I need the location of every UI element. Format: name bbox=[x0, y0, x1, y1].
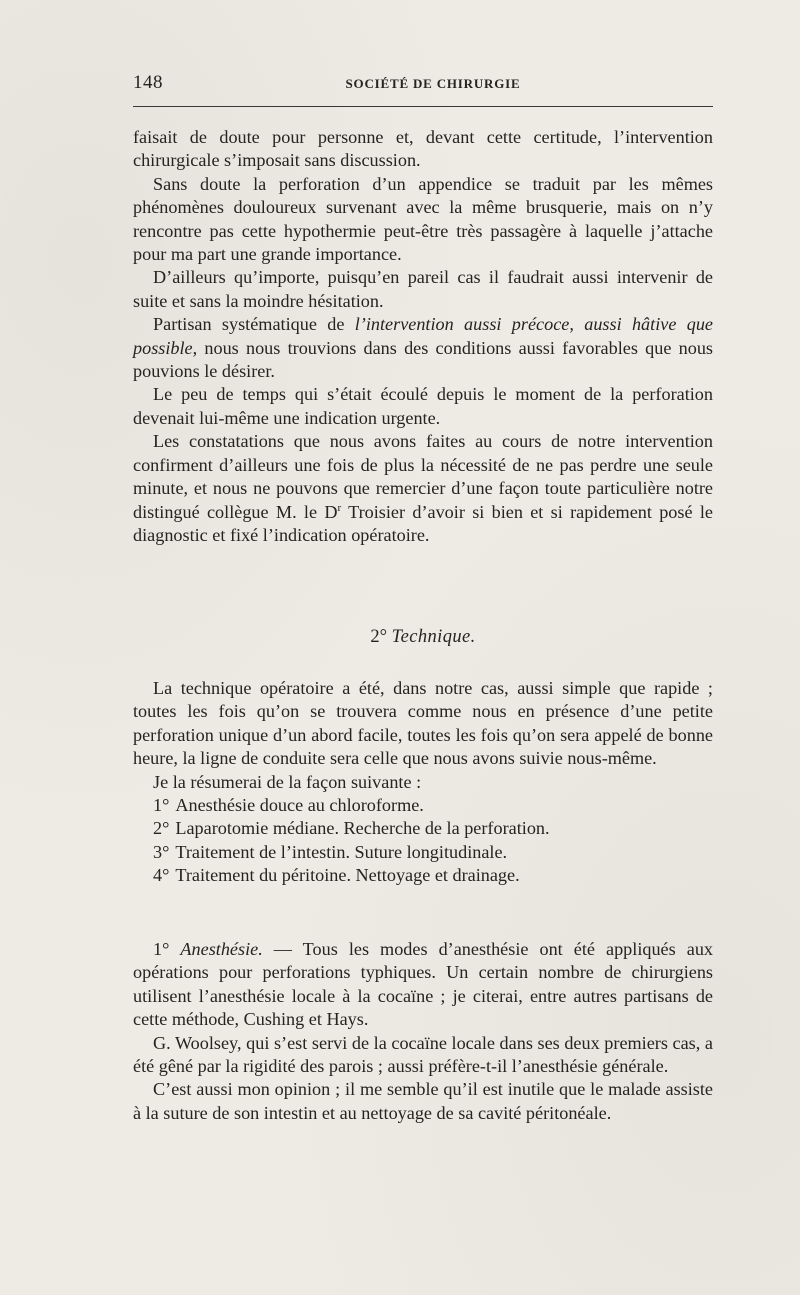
page-number: 148 bbox=[133, 72, 163, 93]
subsection-number: 1° bbox=[153, 939, 170, 959]
list-text: Traitement de l’intestin. Suture longitudinale. bbox=[175, 841, 508, 862]
section-number: 2° bbox=[370, 627, 388, 647]
text-block-middle bbox=[133, 677, 713, 888]
paragraph-text: Les constatations que nous avons faites au cours de notre intervention confirment d’ailleurs une fois de plus la nécessité de ne pas perdre une seule minute, et nous ne pouvons que remercier d’une façon toute particulière notre distingué collègue M. le D bbox=[133, 431, 713, 522]
list-number: 2° bbox=[153, 818, 170, 839]
header-rule bbox=[133, 106, 713, 107]
list-text: Anesthésie douce au chloroforme. bbox=[175, 795, 424, 816]
subsection-title: Anesthésie. bbox=[180, 939, 263, 959]
paragraph-text: — Tous les modes d’anesthésie ont été appliqués aux opérations pour perforations typhiques. Un certain nombre de chirurgiens utilisent l’anesthésie locale à la cocaïne ; je citerai, entre autres partisans de cette méthode, Cushing et Hays. bbox=[133, 939, 714, 1030]
italic-phrase: l’intervention aussi précoce, aussi hâtive que possible bbox=[133, 314, 713, 358]
paragraph: faisait de doute pour personne et, devant cette certitude, l’intervention chirurgicale s’imposait sans discussion. bbox=[133, 127, 713, 171]
list-item bbox=[133, 864, 713, 887]
text-block-bottom bbox=[133, 938, 713, 1125]
paragraph: Le peu de temps qui s’était écoulé depuis le moment de la perforation devenait lui-même une indication urgente. bbox=[133, 384, 713, 428]
list-number: 1° bbox=[153, 795, 170, 816]
list-item bbox=[133, 794, 713, 817]
paragraph bbox=[133, 938, 713, 1032]
list-text: Traitement du péritoine. Nettoyage et drainage. bbox=[175, 865, 520, 886]
section-heading bbox=[133, 625, 713, 649]
paragraph: La technique opératoire a été, dans notre cas, aussi simple que rapide ; toutes les fois qu’on se trouvera comme nous en présence d’une petite perforation unique d’un abord facile, toutes les fois qu’on sera appelé de bonne heure, la ligne de conduite sera celle que nous avons suivie nous-même. bbox=[133, 678, 713, 769]
list-text: Laparotomie médiane. Recherche de la perforation. bbox=[175, 818, 550, 839]
list-item bbox=[133, 817, 713, 840]
list-number: 4° bbox=[153, 865, 170, 886]
paragraph-text: Troisier d’avoir si bien et si rapidement posé le diagnostic et fixé l’indication opératoire. bbox=[133, 501, 713, 545]
paragraph bbox=[133, 430, 713, 547]
paragraph: D’ailleurs qu’importe, puisqu’en pareil cas il faudrait aussi intervenir de suite et sans la moindre hésitation. bbox=[133, 267, 713, 311]
list-item bbox=[133, 841, 713, 864]
paragraph: G. Woolsey, qui s’est servi de la cocaïne locale dans ses deux premiers cas, a été gêné par la rigidité des parois ; aussi préfère-t-il l’anesthésie générale. bbox=[133, 1032, 713, 1077]
running-head: SOCIÉTÉ DE CHIRURGIE bbox=[345, 76, 521, 91]
paragraph: Sans doute la perforation d’un appendice se traduit par les mêmes phénomènes douloureux survenant avec la même brusquerie, mais on n’y rencontre pas cette hypothermie peut-être très passagère à laquelle j’attache pour ma part une grande importance. bbox=[133, 173, 713, 265]
section-title: Technique. bbox=[391, 627, 476, 647]
list-number: 3° bbox=[153, 841, 170, 862]
procedure-list bbox=[133, 794, 713, 888]
page-header bbox=[133, 72, 713, 96]
paragraph-text: Partisan systématique de bbox=[153, 314, 355, 335]
superscript: r bbox=[337, 501, 342, 514]
paragraph bbox=[133, 313, 713, 383]
paragraph: C’est aussi mon opinion ; il me semble qu’il est inutile que le malade assiste à la suture de son intestin et au nettoyage de sa cavité péritonéale. bbox=[133, 1079, 713, 1123]
text-block-top bbox=[133, 126, 713, 547]
paragraph: Je la résumerai de la façon suivante : bbox=[153, 771, 422, 792]
paragraph-text: , nous nous trouvions dans des conditions aussi favorables que nous pouvions le désirer. bbox=[133, 337, 713, 382]
